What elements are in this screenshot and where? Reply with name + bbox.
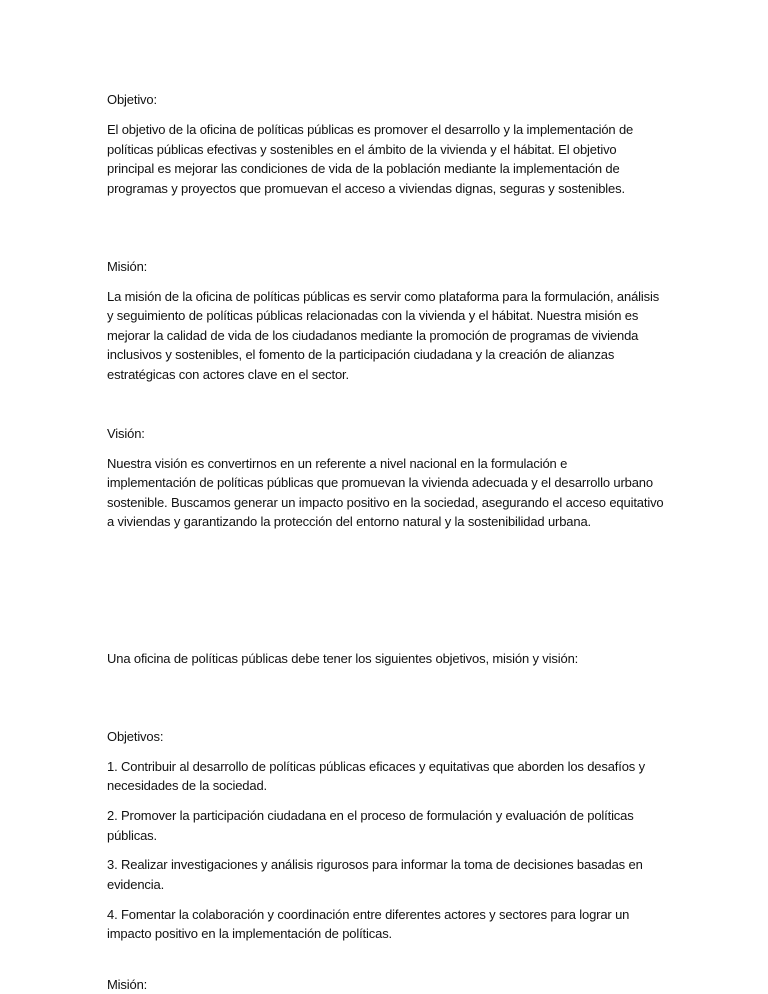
paragraph-line: y seguimiento de políticas públicas relacionadas con la vivienda y el hábitat. Nuestra misión es bbox=[107, 308, 639, 323]
heading-mision: Misión: bbox=[107, 259, 148, 274]
paragraph-line: políticas públicas efectivas y sostenibles en el ámbito de la vivienda y el hábitat. El objetivo bbox=[107, 142, 617, 157]
list-item: evidencia. bbox=[107, 877, 165, 892]
list-item: 4. Fomentar la colaboración y coordinación entre diferentes actores y sectores para lograr un bbox=[107, 907, 630, 922]
paragraph-line: estratégicas con actores clave en el sector. bbox=[107, 367, 349, 382]
intro-text: Una oficina de políticas públicas debe tener los siguientes objetivos, misión y visión: bbox=[107, 651, 579, 666]
paragraph-line: Nuestra visión es convertirnos en un referente a nivel nacional en la formulación e bbox=[107, 456, 568, 471]
paragraph-line: El objetivo de la oficina de políticas públicas es promover el desarrollo y la implementación de bbox=[107, 122, 634, 137]
heading-objetivos: Objetivos: bbox=[107, 729, 164, 744]
paragraph-line: programas y proyectos que promuevan el acceso a viviendas dignas, seguras y sostenibles. bbox=[107, 181, 625, 196]
heading-vision: Visión: bbox=[107, 426, 145, 441]
paragraph-line: implementación de políticas públicas que promuevan la vivienda adecuada y el desarrollo urbano bbox=[107, 475, 653, 490]
list-item: 1. Contribuir al desarrollo de políticas públicas eficaces y equitativas que aborden los desafíos y bbox=[107, 759, 645, 774]
list-item: 3. Realizar investigaciones y análisis rigurosos para informar la toma de decisiones basadas en bbox=[107, 857, 643, 872]
list-item: impacto positivo en la implementación de políticas. bbox=[107, 926, 393, 941]
paragraph-line: La misión de la oficina de políticas públicas es servir como plataforma para la formulación, análisis bbox=[107, 289, 660, 304]
paragraph-line: mejorar la calidad de vida de los ciudadanos mediante la promoción de programas de vivienda bbox=[107, 328, 639, 343]
paragraph-line: a viviendas y garantizando la protección del entorno natural y la sostenibilidad urbana. bbox=[107, 514, 592, 529]
paragraph-line: sostenible. Buscamos generar un impacto positivo en la sociedad, asegurando el acceso equitativo bbox=[107, 495, 664, 510]
list-item: necesidades de la sociedad. bbox=[107, 778, 268, 793]
heading-objetivo: Objetivo: bbox=[107, 92, 157, 107]
list-item: públicas. bbox=[107, 828, 157, 843]
heading-mision-final: Misión: bbox=[107, 977, 148, 992]
paragraph-line: principal es mejorar las condiciones de vida de la población mediante la implementación de bbox=[107, 161, 620, 176]
paragraph-line: inclusivos y sostenibles, el fomento de la participación ciudadana y la creación de alianzas bbox=[107, 347, 615, 362]
list-item: 2. Promover la participación ciudadana en el proceso de formulación y evaluación de políticas bbox=[107, 808, 634, 823]
